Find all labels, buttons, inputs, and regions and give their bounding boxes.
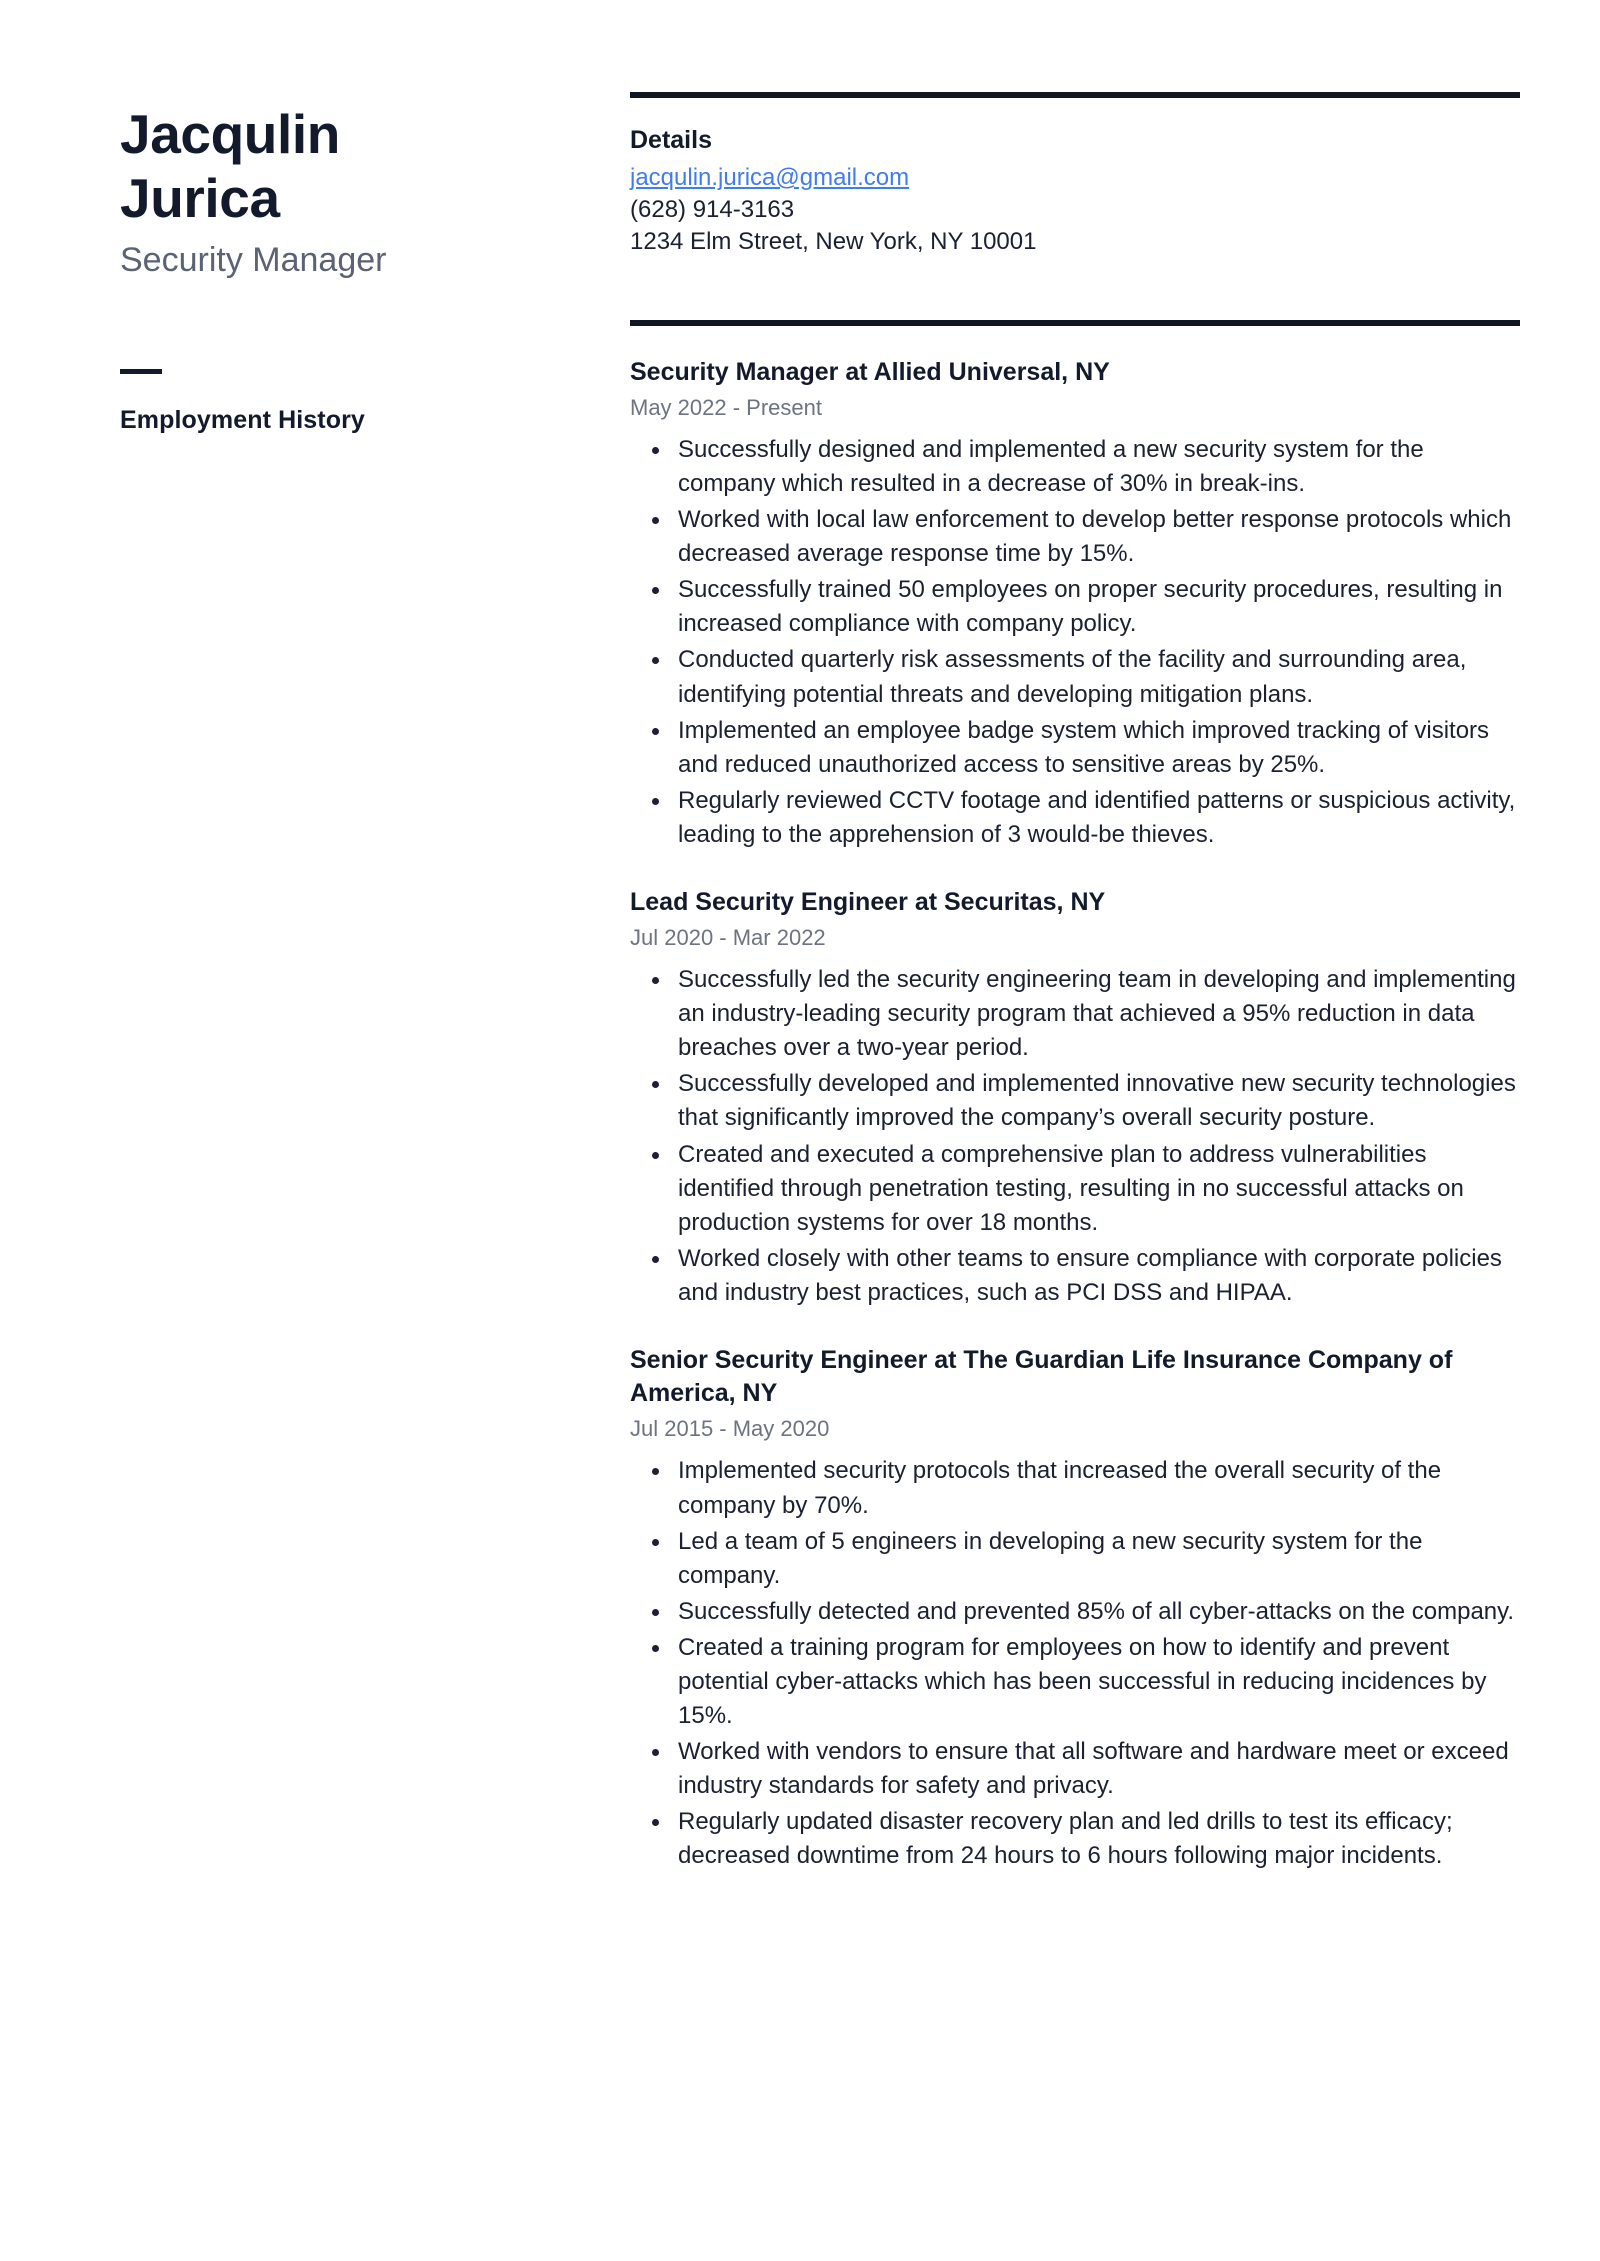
employment-bullet-item: Successfully detected and prevented 85% of all cyber-attacks on the company. bbox=[678, 1595, 1520, 1629]
details-heading: Details bbox=[630, 126, 712, 154]
employment-bullet-item: Worked with local law enforcement to develop better response protocols which decreased average response time by 15%. bbox=[678, 503, 1520, 571]
sidebar-section-employment-history bbox=[120, 369, 590, 435]
employment-bullet-item: Created and executed a comprehensive plan to address vulnerabilities identified through penetration testing, resulting in no successful attacks on production systems for over 18 months. bbox=[678, 1138, 1520, 1240]
candidate-name-block bbox=[120, 102, 590, 281]
employment-bullet-item: Successfully trained 50 employees on proper security procedures, resulting in increased compliance with company policy. bbox=[678, 573, 1520, 641]
phone-text: (628) 914-3163 bbox=[630, 195, 795, 223]
employment-bullet-item: Successfully developed and implemented innovative new security technologies that significantly improved the company’s overall security posture. bbox=[678, 1067, 1520, 1135]
employment-bullet-item: Worked closely with other teams to ensure compliance with corporate policies and industry best practices, such as PCI DSS and HIPAA. bbox=[678, 1242, 1520, 1310]
employment-bullet-item: Created a training program for employees on how to identify and prevent potential cyber-attacks which has been successful in reducing incidences by 15%. bbox=[678, 1631, 1520, 1733]
employment-bullet-item: Implemented security protocols that increased the overall security of the company by 70%. bbox=[678, 1454, 1520, 1522]
employment-bullet-item: Implemented an employee badge system which improved tracking of visitors and reduced unauthorized access to sensitive areas by 25%. bbox=[678, 714, 1520, 782]
employment-bullet-item: Successfully led the security engineering team in developing and implementing an industry-leading security program that achieved a 95% reduction in data breaches over a two-year period. bbox=[678, 963, 1520, 1065]
section-rule-divider bbox=[120, 369, 162, 374]
employment-top-divider bbox=[630, 320, 1520, 326]
employment-entry-dates: Jul 2020 - Mar 2022 bbox=[630, 925, 826, 951]
employment-bullet-item: Regularly reviewed CCTV footage and identified patterns or suspicious activity, leading to the apprehension of 3 would-be thieves. bbox=[678, 784, 1520, 852]
employment-bullet-item: Regularly updated disaster recovery plan and led drills to test its efficacy; decreased downtime from 24 hours to 6 hours following major incidents. bbox=[678, 1805, 1520, 1873]
resume-main-content bbox=[630, 92, 1520, 1875]
employment-entry-bullets bbox=[630, 963, 1520, 1310]
details-top-divider bbox=[630, 92, 1520, 98]
email-link[interactable]: jacqulin.jurica@gmail.com bbox=[630, 164, 910, 191]
employment-entry bbox=[630, 1344, 1520, 1873]
employment-entry-title: Lead Security Engineer at Securitas, NY bbox=[630, 887, 1106, 916]
employment-entry-title: Senior Security Engineer at The Guardian Life Insurance Company of America, NY bbox=[630, 1345, 1453, 1408]
candidate-first-name: Jacqulin bbox=[120, 103, 340, 165]
employment-bullet-item: Conducted quarterly risk assessments of the facility and surrounding area, identifying potential threats and developing mitigation plans. bbox=[678, 643, 1520, 711]
address-text: 1234 Elm Street, New York, NY 10001 bbox=[630, 227, 1037, 255]
employment-entry-title: Security Manager at Allied Universal, NY bbox=[630, 357, 1110, 386]
candidate-last-name: Jurica bbox=[120, 167, 280, 230]
employment-bullet-item: Successfully designed and implemented a new security system for the company which resulted in a decrease of 30% in break-ins. bbox=[678, 433, 1520, 501]
employment-bullet-item: Led a team of 5 engineers in developing a new security system for the company. bbox=[678, 1525, 1520, 1593]
resume-sidebar bbox=[120, 92, 630, 435]
employment-entry bbox=[630, 886, 1520, 1310]
employment-entry-bullets bbox=[630, 1454, 1520, 1873]
employment-entry-dates: May 2022 - Present bbox=[630, 394, 822, 420]
candidate-job-title: Security Manager bbox=[120, 240, 387, 279]
sidebar-section-label: Employment History bbox=[120, 406, 365, 435]
employment-history-list bbox=[630, 356, 1520, 1874]
employment-entry-bullets bbox=[630, 433, 1520, 852]
employment-bullet-item: Worked with vendors to ensure that all software and hardware meet or exceed industry standards for safety and privacy. bbox=[678, 1735, 1520, 1803]
details-section bbox=[630, 126, 1520, 258]
employment-entry-dates: Jul 2015 - May 2020 bbox=[630, 1416, 830, 1442]
employment-entry bbox=[630, 356, 1520, 852]
